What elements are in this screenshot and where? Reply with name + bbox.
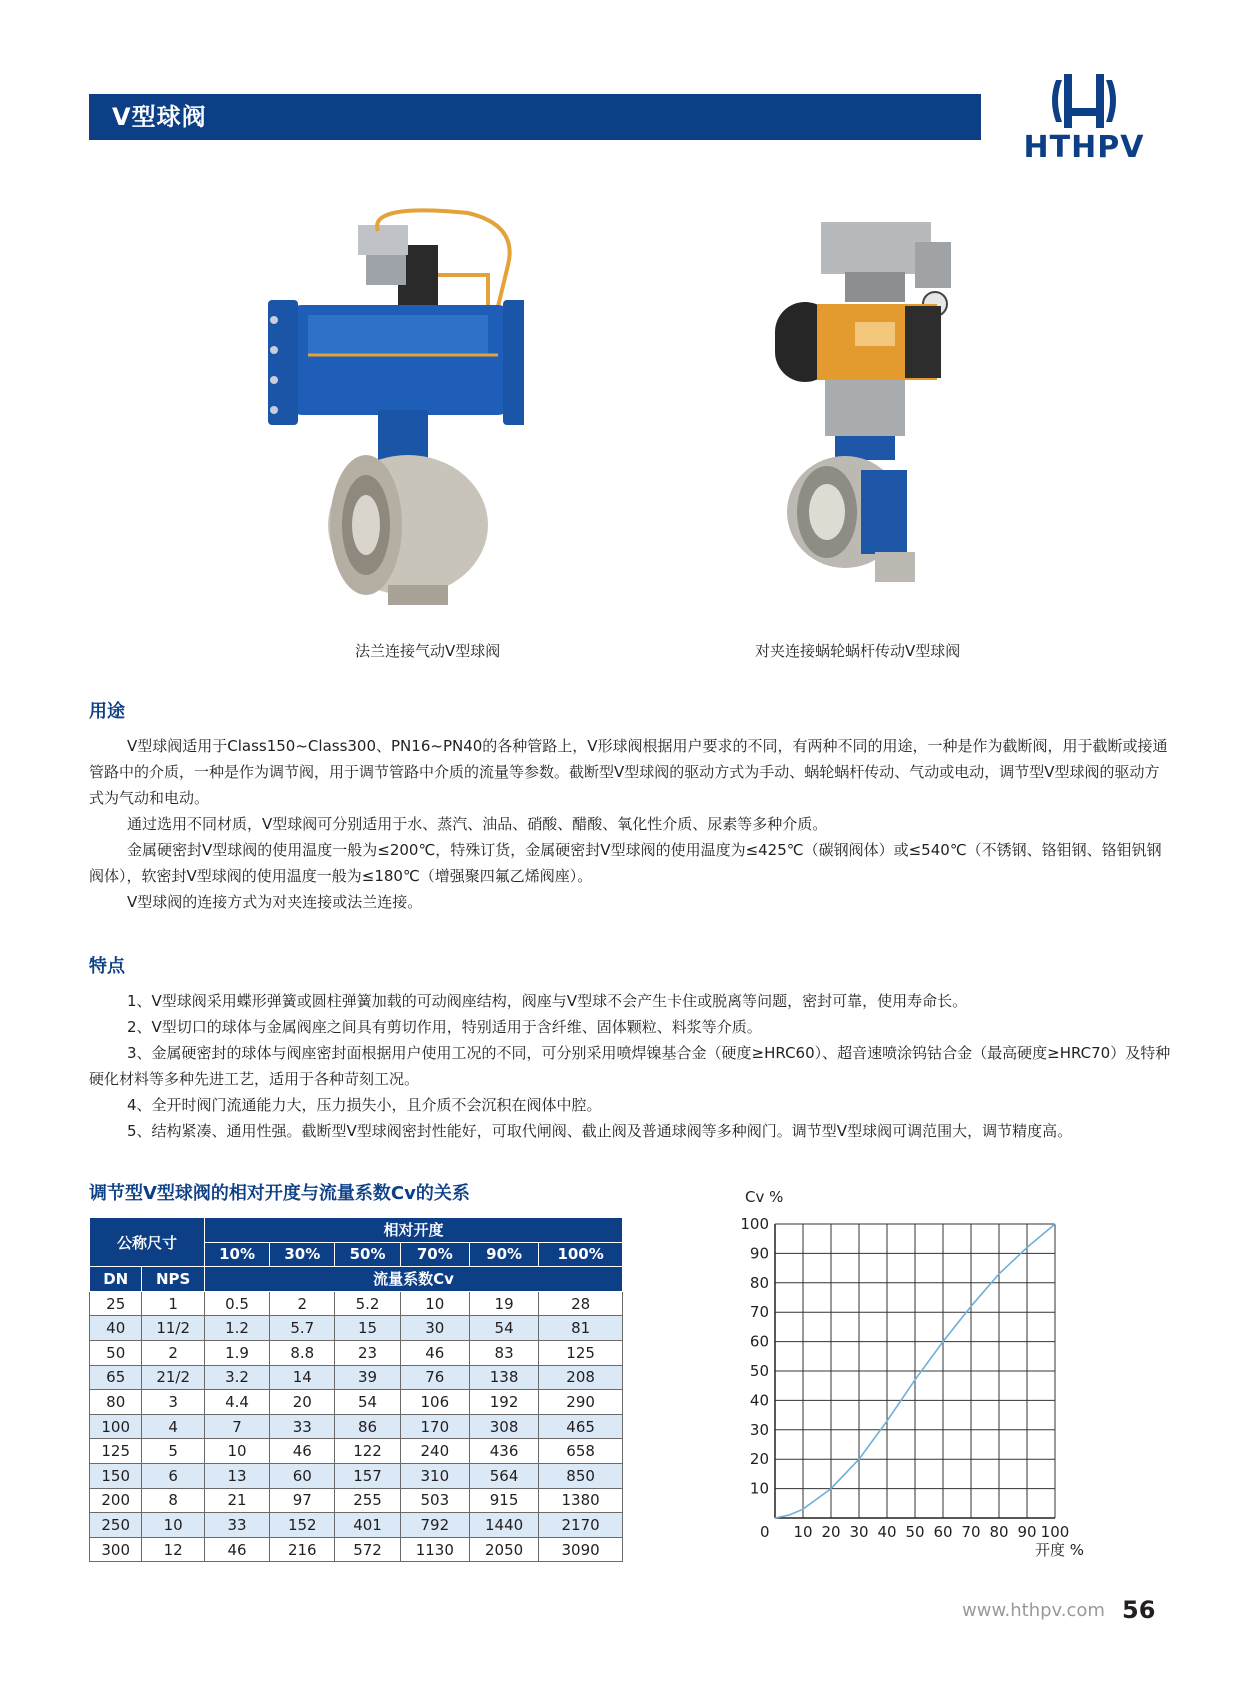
chart-x-tick-label: 20: [821, 1523, 841, 1541]
cv-cell: 54: [335, 1390, 400, 1415]
cv-cell: 60: [270, 1463, 335, 1488]
dn-cell: 125: [90, 1439, 142, 1464]
cv-cell: 290: [539, 1390, 623, 1415]
chart-x-tick-label: 30: [849, 1523, 869, 1541]
feature-item: 1、V型球阀采用蝶形弹簧或圆柱弹簧加载的可动阀座结构，阀座与V型球不会产生卡住或脱离等问题，密封可靠，使用寿命长。: [127, 992, 968, 1010]
dn-cell: 25: [90, 1291, 142, 1316]
page-title: V型球阀: [112, 103, 207, 131]
cv-cell: 30: [400, 1316, 469, 1341]
cv-cell: 401: [335, 1513, 400, 1538]
chart-x-tick-label: 90: [1017, 1523, 1037, 1541]
dn-cell: 100: [90, 1414, 142, 1439]
cv-cell: 192: [469, 1390, 538, 1415]
nps-cell: 1: [142, 1291, 205, 1316]
chart-y-tick-label: 60: [749, 1332, 769, 1351]
feature-item: 2、V型切口的球体与金属阀座之间具有剪切作用，特别适用于含纤维、固体颗粒、料浆等介质。: [127, 1018, 762, 1036]
footer-url: www.hthpv.com: [962, 1600, 1105, 1621]
cv-cell: 170: [400, 1414, 469, 1439]
nps-cell: 21/2: [142, 1365, 205, 1390]
chart-y-tick-label: 40: [749, 1391, 769, 1410]
page-number: 56: [1122, 1596, 1156, 1624]
usage-paragraph: 金属硬密封V型球阀的使用温度一般为≤200℃，特殊订货，金属硬密封V型球阀的使用温度为≤425℃（碳钢阀体）或≤540℃（不锈钢、铬钼钢、铬钼钒钢阀体），软密封V型球阀的使用温度一般为≤180℃（增强聚四氟乙烯阀座）。: [89, 841, 1162, 885]
chart-x-tick-label: 10: [793, 1523, 813, 1541]
cv-cell: 0.5: [204, 1291, 269, 1316]
cv-cell: 8.8: [270, 1340, 335, 1365]
dn-cell: 50: [90, 1340, 142, 1365]
cv-cell: 10: [204, 1439, 269, 1464]
opening-header: 50%: [335, 1242, 400, 1267]
cv-cell: 81: [539, 1316, 623, 1341]
cv-cell: 33: [204, 1513, 269, 1538]
nps-cell: 6: [142, 1463, 205, 1488]
cv-cell: 46: [204, 1537, 269, 1562]
cv-cell: 1.2: [204, 1316, 269, 1341]
cv-cell: 5.7: [270, 1316, 335, 1341]
cv-cell: 125: [539, 1340, 623, 1365]
pneumatic-valve-image: [248, 205, 524, 625]
cv-cell: 122: [335, 1439, 400, 1464]
flow-coefficient-header: 流量系数Cv: [204, 1267, 622, 1292]
chart-y-tick-label: 70: [749, 1303, 769, 1322]
chart-y-tick-label: 10: [749, 1479, 769, 1498]
cv-cell: 19: [469, 1291, 538, 1316]
cv-cell: 308: [469, 1414, 538, 1439]
chart-x-tick-label: 40: [877, 1523, 897, 1541]
opening-header: 90%: [469, 1242, 538, 1267]
chart-grid: [775, 1224, 1055, 1518]
cv-cell: 39: [335, 1365, 400, 1390]
cv-cell: 76: [400, 1365, 469, 1390]
cv-cell: 3090: [539, 1537, 623, 1562]
usage-text: [89, 733, 1169, 915]
cv-cell: 2050: [469, 1537, 538, 1562]
cv-cell: 5.2: [335, 1291, 400, 1316]
chart-y-tick-label: 100: [740, 1215, 769, 1233]
chart-ylabel: Cv %: [745, 1188, 784, 1206]
table-row: [90, 1414, 623, 1439]
cv-table-title: 调节型V型球阀的相对开度与流量系数Cv的关系: [89, 1183, 470, 1204]
cv-cell: 23: [335, 1340, 400, 1365]
cv-cell: 658: [539, 1439, 623, 1464]
chart-origin-label: 0: [760, 1523, 770, 1541]
cv-cell: 240: [400, 1439, 469, 1464]
table-row: [90, 1463, 623, 1488]
cv-cell: 28: [539, 1291, 623, 1316]
table-row: [90, 1340, 623, 1365]
chart-x-tick-label: 50: [905, 1523, 925, 1541]
cv-cell: 1440: [469, 1513, 538, 1538]
nominal-size-header: 公称尺寸: [90, 1218, 205, 1267]
cv-cell: 465: [539, 1414, 623, 1439]
dn-header: DN: [90, 1267, 142, 1292]
cv-cell: 2170: [539, 1513, 623, 1538]
chart-xlabel: 开度 %: [1035, 1541, 1085, 1559]
opening-header: 70%: [400, 1242, 469, 1267]
chart-y-tick-label: 80: [749, 1273, 769, 1292]
nps-cell: 4: [142, 1414, 205, 1439]
cv-cell: 1130: [400, 1537, 469, 1562]
cv-cell: 83: [469, 1340, 538, 1365]
cv-cell: 2: [270, 1291, 335, 1316]
feature-item: 5、结构紧凑、通用性强。截断型V型球阀密封性能好，可取代闸阀、截止阀及普通球阀等多种阀门。调节型V型球阀可调范围大，调节精度高。: [127, 1122, 1073, 1140]
cv-cell: 572: [335, 1537, 400, 1562]
cv-cell: 564: [469, 1463, 538, 1488]
chart-x-tick-label: 60: [933, 1523, 953, 1541]
usage-paragraph: V型球阀的连接方式为对夹连接或法兰连接。: [127, 893, 423, 911]
cv-opening-chart: [730, 1180, 1110, 1570]
feature-item: 3、金属硬密封的球体与阀座密封面根据用户使用工况的不同，可分别采用喷焊镍基合金（硬度≥HRC60）、超音速喷涂钨钴合金（最高硬度≥HRC70）及特种硬化材料等多种先进工艺，适用于各种苛刻工况。: [89, 1044, 1171, 1088]
nps-cell: 3: [142, 1390, 205, 1415]
relative-opening-header: 相对开度: [204, 1218, 622, 1243]
cv-cell: 33: [270, 1414, 335, 1439]
cv-cell: 915: [469, 1488, 538, 1513]
chart-x-tick-label: 70: [961, 1523, 981, 1541]
dn-cell: 200: [90, 1488, 142, 1513]
usage-paragraph: 通过选用不同材质，V型球阀可分别适用于水、蒸汽、油品、硝酸、醋酸、氧化性介质、尿素等多种介质。: [127, 815, 828, 833]
cv-cell: 255: [335, 1488, 400, 1513]
chart-y-tick-label: 30: [749, 1420, 769, 1439]
cv-cell: 14: [270, 1365, 335, 1390]
features-heading: 特点: [89, 956, 125, 977]
cv-cell: 503: [400, 1488, 469, 1513]
opening-header: 100%: [539, 1242, 623, 1267]
nps-cell: 10: [142, 1513, 205, 1538]
product-caption-1: 法兰连接气动V型球阀: [355, 642, 501, 660]
feature-item: 4、全开时阀门流通能力大，压力损失小，且介质不会沉积在阀体中腔。: [127, 1096, 602, 1114]
table-row: [90, 1488, 623, 1513]
chart-x-tick-label: 100: [1040, 1523, 1070, 1541]
dn-cell: 250: [90, 1513, 142, 1538]
chart-x-tick-label: 80: [989, 1523, 1009, 1541]
cv-cell: 10: [400, 1291, 469, 1316]
opening-header: 30%: [270, 1242, 335, 1267]
dn-cell: 40: [90, 1316, 142, 1341]
cv-cell: 97: [270, 1488, 335, 1513]
dn-cell: 150: [90, 1463, 142, 1488]
chart-y-tick-label: 90: [749, 1244, 769, 1263]
chart-y-tick-label: 20: [749, 1450, 769, 1469]
table-row: [90, 1439, 623, 1464]
usage-heading: 用途: [89, 701, 125, 722]
cv-cell: 86: [335, 1414, 400, 1439]
title-bar: [89, 94, 981, 140]
table-row: [90, 1513, 623, 1538]
cv-cell: 157: [335, 1463, 400, 1488]
cv-cell: 3.2: [204, 1365, 269, 1390]
cv-cell: 7: [204, 1414, 269, 1439]
product-caption-2: 对夹连接蜗轮蜗杆传动V型球阀: [755, 642, 961, 660]
nps-cell: 2: [142, 1340, 205, 1365]
logo-wordmark: HTHPV: [1023, 130, 1145, 165]
table-row: [90, 1537, 623, 1562]
cv-cell: 20: [270, 1390, 335, 1415]
nps-cell: 12: [142, 1537, 205, 1562]
cv-cell: 106: [400, 1390, 469, 1415]
nps-cell: 8: [142, 1488, 205, 1513]
cv-cell: 46: [270, 1439, 335, 1464]
table-row: [90, 1390, 623, 1415]
cv-cell: 15: [335, 1316, 400, 1341]
worm-gear-valve-image: [765, 222, 985, 612]
table-row: [90, 1365, 623, 1390]
cv-cell: 1380: [539, 1488, 623, 1513]
cv-cell: 208: [539, 1365, 623, 1390]
cv-cell: 850: [539, 1463, 623, 1488]
cv-cell: 216: [270, 1537, 335, 1562]
cv-cell: 138: [469, 1365, 538, 1390]
cv-cell: 310: [400, 1463, 469, 1488]
nps-cell: 5: [142, 1439, 205, 1464]
table-row: [90, 1316, 623, 1341]
cv-cell: 54: [469, 1316, 538, 1341]
chart-y-tick-label: 50: [749, 1362, 769, 1380]
table-row: [90, 1291, 623, 1316]
dn-cell: 80: [90, 1390, 142, 1415]
dn-cell: 300: [90, 1537, 142, 1562]
chart-tick-labels: [740, 1215, 1069, 1541]
opening-header: 10%: [204, 1242, 269, 1267]
nps-header: NPS: [142, 1267, 205, 1292]
dn-cell: 65: [90, 1365, 142, 1390]
features-list: [89, 988, 1175, 1144]
cv-cell: 21: [204, 1488, 269, 1513]
cv-cell: 152: [270, 1513, 335, 1538]
cv-cell: 792: [400, 1513, 469, 1538]
cv-cell: 436: [469, 1439, 538, 1464]
usage-paragraph: V型球阀适用于Class150~Class300、PN16~PN40的各种管路上，V形球阀根据用户要求的不同，有两种不同的用途，一种是作为截断阀，用于截断或接通管路中的介质，一种是作为调节阀，用于调节管路中介质的流量等参数。截断型V型球阀的驱动方式为手动、蜗轮蜗杆传动、气动或电动，调节型V型球阀的驱动方式为气动和电动。: [89, 737, 1168, 807]
cv-table: [89, 1217, 623, 1562]
cv-cell: 13: [204, 1463, 269, 1488]
nps-cell: 11/2: [142, 1316, 205, 1341]
cv-cell: 4.4: [204, 1390, 269, 1415]
cv-cell: 46: [400, 1340, 469, 1365]
cv-cell: 1.9: [204, 1340, 269, 1365]
